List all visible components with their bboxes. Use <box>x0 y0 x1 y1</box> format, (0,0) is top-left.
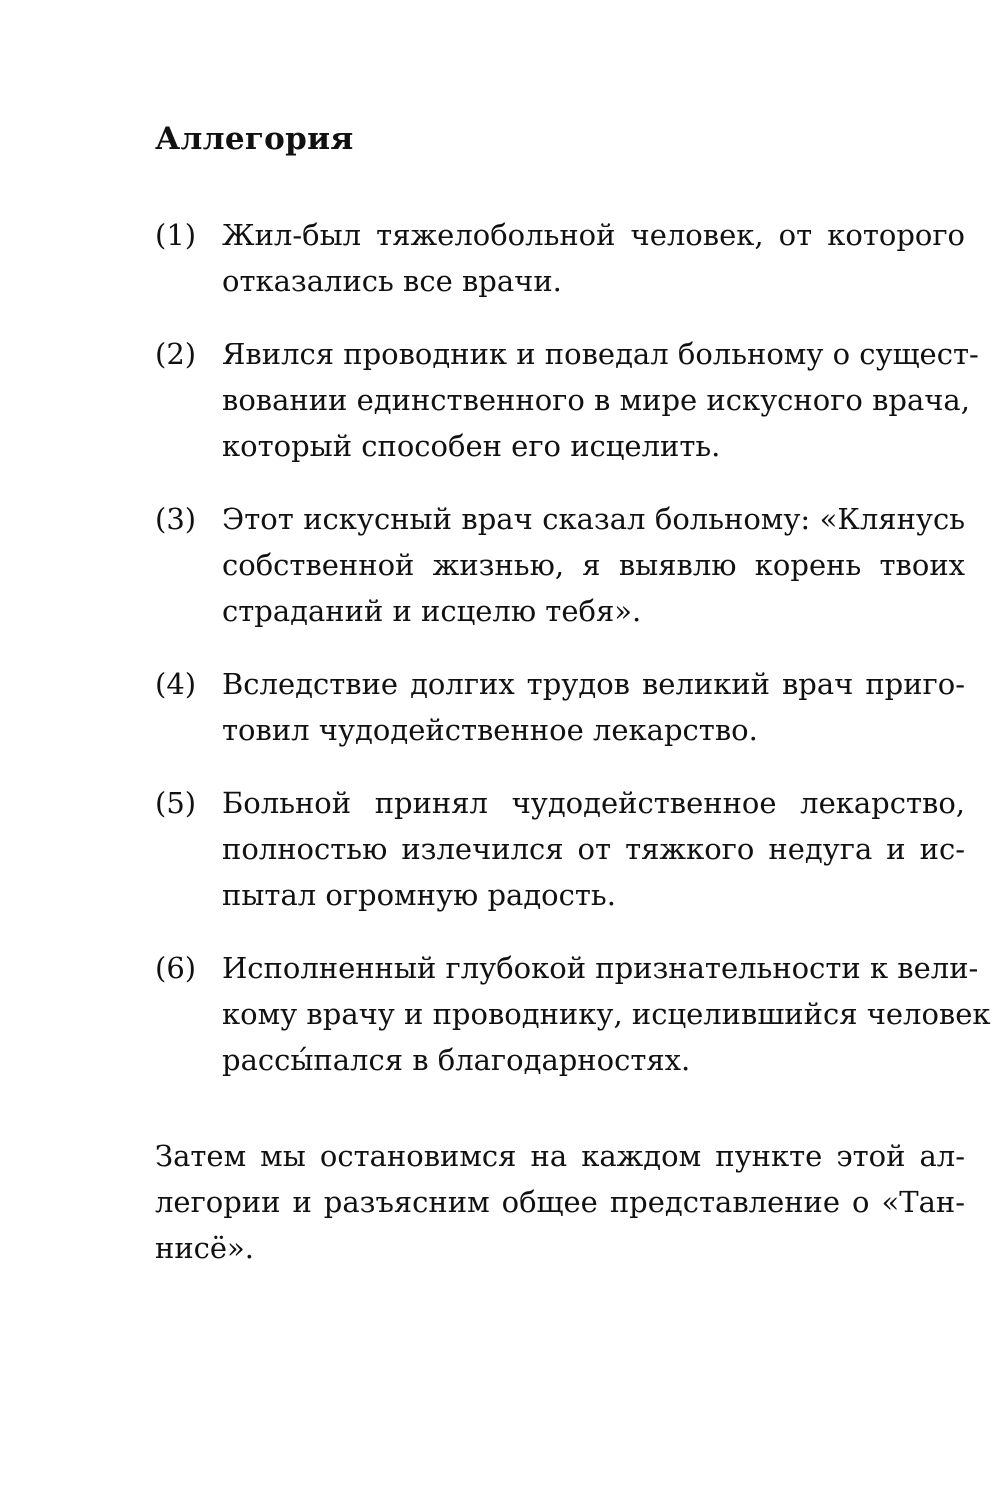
section-heading: Аллегория <box>155 121 354 157</box>
text-line: товил чудодейственное лекарство. <box>222 713 758 747</box>
text-line: который способен его исцелить. <box>222 429 721 463</box>
text-line: Жил-был тяжелобольной человек, от которого <box>222 218 965 252</box>
list-item <box>155 780 965 918</box>
text-line: Этот искусный врач сказал больному: «Клянусь <box>222 502 965 536</box>
text-line: Исполненный глубокой признательности к вели- <box>222 951 979 985</box>
list-item <box>155 661 965 753</box>
item-number: (4) <box>155 667 197 701</box>
item-number: (2) <box>155 337 197 371</box>
text-line: отказались все врачи. <box>222 264 562 298</box>
item-text <box>222 780 965 918</box>
list-item <box>155 212 965 304</box>
item-number: (5) <box>155 786 197 820</box>
list-item <box>155 331 979 469</box>
text-line: Вследствие долгих трудов великий врач приго- <box>222 667 965 701</box>
item-text <box>222 496 965 634</box>
text-line: рассы́пался в благодарностях. <box>222 1043 691 1077</box>
text-line: пытал огромную радость. <box>222 878 616 912</box>
text-line: страданий и исцелю тебя». <box>222 594 642 628</box>
item-number: (1) <box>155 218 197 252</box>
book-page <box>155 0 991 1494</box>
text-line: вовании единственного в мире искусного врача, <box>222 383 970 417</box>
text-line: нисё». <box>155 1231 255 1265</box>
list-item <box>155 496 965 634</box>
text-line: собственной жизнью, я выявлю корень твоих <box>222 548 965 582</box>
item-text <box>222 661 965 753</box>
list-item <box>155 945 991 1083</box>
item-number: (6) <box>155 951 197 985</box>
text-line: Явился проводник и поведал больному о сущест- <box>222 337 979 371</box>
text-line: полностью излечился от тяжкого недуга и ис- <box>222 832 965 866</box>
text-line: Затем мы остановимся на каждом пункте этой ал- <box>155 1139 965 1173</box>
allegory-list <box>155 212 991 1110</box>
item-text <box>222 212 965 304</box>
text-line: кому врачу и проводнику, исцелившийся человек <box>222 997 991 1031</box>
closing-paragraph <box>155 1133 965 1271</box>
item-text <box>222 331 979 469</box>
item-text <box>222 945 991 1083</box>
item-number: (3) <box>155 502 197 536</box>
text-line: Больной принял чудодейственное лекарство, <box>222 786 965 820</box>
text-line: легории и разъясним общее представление о «Тан- <box>155 1185 965 1219</box>
